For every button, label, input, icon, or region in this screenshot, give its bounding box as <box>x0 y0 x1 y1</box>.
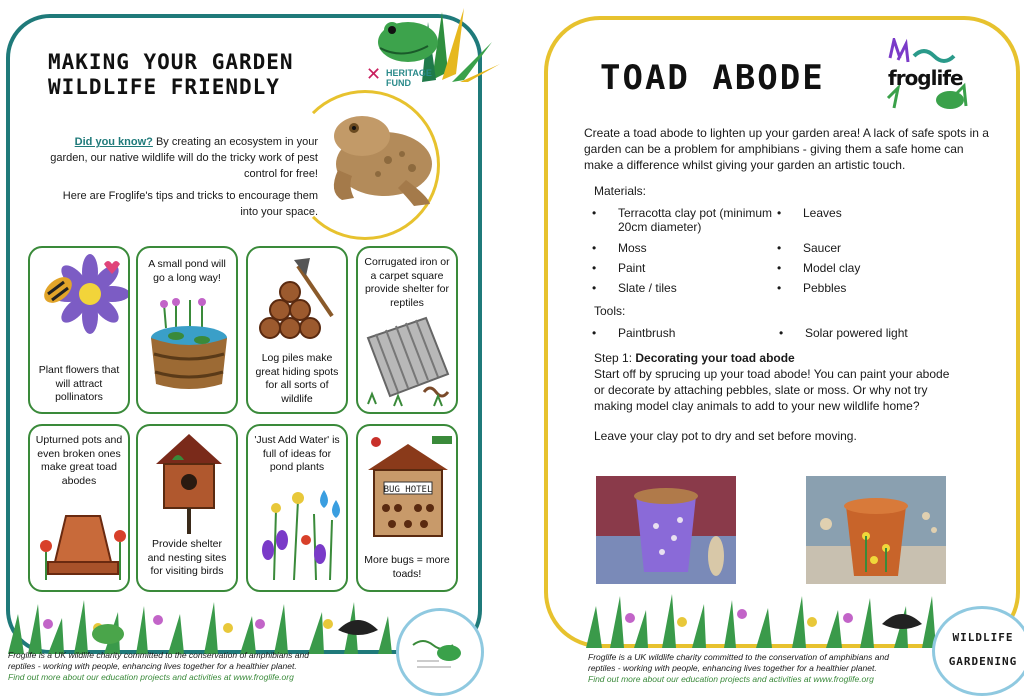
tip-text: Plant flowers that will attract pollinators <box>38 364 120 403</box>
tool-item: • Solar powered light <box>805 326 908 340</box>
tip-text: A small pond will go a long way! <box>148 258 226 284</box>
lottery-hands-icon: ✕ <box>366 64 382 84</box>
froglife-wordmark: froglife <box>888 66 963 90</box>
tip-card-corrugated-iron <box>356 246 458 414</box>
step-title: Decorating your toad abode <box>635 351 795 365</box>
log-pile-axe-icon <box>254 256 344 342</box>
badge-line-1: WILDLIFE <box>952 631 1014 644</box>
tip-text: Provide shelter and nesting sites for visiting birds <box>147 538 227 577</box>
title-line-1: MAKING YOUR GARDEN <box>48 50 294 74</box>
toad-abode-intro: Create a toad abode to lighten up your garden area! A lack of safe spots in a garden can be a problem for amphibians - giving them a safe home can make a difference whilst giving your garden an artistic touch. <box>584 126 989 172</box>
footer-link[interactable]: Find out more about our education projects and activities at www.froglife.org <box>588 674 874 684</box>
tip-text: Log piles make great hiding spots for all sorts of wildlife <box>255 352 339 405</box>
step-label: Step 1: <box>594 351 633 365</box>
intro-text-block <box>46 134 318 226</box>
footer-line-1: Froglife is a UK wildlife charity committed to the conservation of amphibians and <box>8 650 309 660</box>
bee-on-flower-icon <box>34 254 128 342</box>
material-item: • Leaves <box>803 206 842 220</box>
material-item: • Model clay <box>803 261 860 275</box>
step-text: Start off by sprucing up your toad abode! You can paint your abode or decorate by attaching pebbles, slate or moss. Or why not try making model clay animals to add to your new wildlife home? <box>594 367 950 413</box>
tip-card-pond <box>136 246 238 414</box>
bird-box-icon <box>152 430 226 536</box>
wildlife-gardening-badge <box>932 606 1024 696</box>
bug-hotel-icon <box>362 430 456 540</box>
painted-pot-photo-2 <box>806 476 946 584</box>
footer-line-2: reptiles - working with people, enhancing lives together for a healthier planet. <box>588 663 877 673</box>
bug-hotel-sign: BUG HOTEL <box>383 485 433 495</box>
froglife-badge <box>396 608 484 696</box>
frog-badge-icon <box>399 611 481 693</box>
tip-text: More bugs = more toads! <box>364 554 450 580</box>
material-item: • Moss <box>618 241 647 255</box>
tip-card-flowers <box>28 246 130 414</box>
barrel-pond-icon <box>146 298 232 394</box>
step-text-2: Leave your clay pot to dry and set before moving. <box>594 429 857 443</box>
toad-abode-title: TOAD ABODE <box>600 58 825 98</box>
tip-text: Corrugated iron or a carpet square provide shelter for reptiles <box>364 256 450 309</box>
plants-border-illustration <box>8 594 408 654</box>
footer-line-1: Froglife is a UK wildlife charity committed to the conservation of amphibians and <box>588 652 889 662</box>
tip-card-log-pile <box>246 246 348 414</box>
material-item: • Terracotta clay pot (minimum 20cm diameter) <box>618 206 778 234</box>
page-title <box>48 50 294 100</box>
material-item: • Pebbles <box>803 281 846 295</box>
material-item: • Slate / tiles <box>618 281 677 295</box>
right-page <box>516 0 1024 700</box>
left-page <box>0 0 508 700</box>
froglife-logo <box>884 38 970 112</box>
toad-photo <box>318 100 438 212</box>
right-footer <box>588 652 944 685</box>
materials-label: Materials: <box>594 184 647 198</box>
intro-paragraph-2: Here are Froglife's tips and tricks to encourage them into your space. <box>62 190 318 218</box>
tip-text: Upturned pots and even broken ones make great toad abodes <box>35 434 123 487</box>
tool-item: • Paintbrush <box>618 326 675 340</box>
did-you-know-label: Did you know? <box>74 136 153 148</box>
plants-border-illustration <box>586 588 938 648</box>
title-line-2: WILDLIFE FRIENDLY <box>48 75 280 99</box>
intro-paragraph: By creating an ecosystem in your garden, our native wildlife will do the tricky work of pest control for free! <box>50 136 318 180</box>
pond-plants-icon <box>254 480 344 584</box>
painted-pot-photo-1 <box>596 476 736 584</box>
tip-card-bird-box <box>136 424 238 592</box>
tip-card-bug-hotel <box>356 424 458 592</box>
corrugated-sheet-icon <box>364 314 454 410</box>
step-1-block <box>594 350 954 444</box>
badge-line-2: GARDENING <box>948 655 1018 668</box>
orange-pot-image <box>806 476 946 584</box>
tools-label: Tools: <box>594 304 626 318</box>
tip-card-upturned-pots <box>28 424 130 592</box>
heritage-fund-logo <box>366 62 454 94</box>
tip-text: 'Just Add Water' is full of ideas for pond plants <box>254 434 340 473</box>
material-item: • Saucer <box>803 241 841 255</box>
material-item: • Paint <box>618 261 645 275</box>
upturned-pot-icon <box>36 496 126 586</box>
footer-link[interactable]: Find out more about our education projects and activities at www.froglife.org <box>8 672 294 682</box>
heritage-fund-text: HERITAGE FUND <box>386 68 432 88</box>
left-footer <box>8 650 388 683</box>
tip-card-pond-plants <box>246 424 348 592</box>
footer-line-2: reptiles - working with people, enhancing lives together for a healthier planet. <box>8 661 297 671</box>
purple-pot-image <box>596 476 736 584</box>
